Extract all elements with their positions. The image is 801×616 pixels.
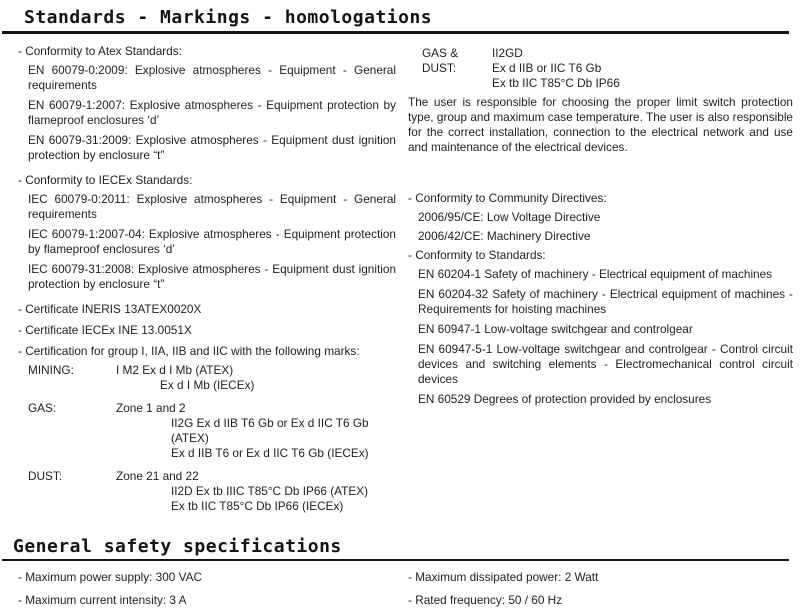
iecex-item: IEC 60079-0:2011: Explosive atmospheres - Equipment - General requirements: [28, 192, 396, 221]
standards-section: [0, 34, 801, 520]
mark-subline: Ex d IIB T6 or Ex d IIC T6 Gb (IECEx): [171, 446, 369, 460]
user-responsibility-note: The user is responsible for choosing the proper limit switch protection type, group and maximum case temperature. The user is also responsible for the correct installation, connection to the electrical network and use and maintenance of the electrical devices.: [408, 95, 793, 154]
spec-item: - Maximum dissipated power: 2 Watt: [408, 570, 599, 584]
mark-row-mining: [28, 363, 396, 393]
atex-item: EN 60079-31:2009: Explosive atmospheres - Equipment dust ignition protection by enclosure “t”: [28, 133, 396, 162]
mark-subline: II2D Ex tb IIIC T85°C Db IP66 (ATEX): [171, 484, 369, 498]
certificate-item: - Certificate IECEx INE 13.0051X: [18, 323, 192, 337]
safety-left-column: [18, 570, 408, 616]
left-column: [18, 44, 396, 520]
spec-item: - Rated frequency: 50 / 60 Hz: [408, 593, 563, 607]
community-directives-heading: - Conformity to Community Directives:: [408, 191, 607, 205]
mark-line: Ex d IIB or IIC T6 Gb: [492, 61, 602, 75]
mark-subline: Ex d I Mb (IECEx): [160, 378, 255, 392]
safety-section: [0, 561, 801, 616]
mark-content: [492, 46, 620, 91]
mark-label: GAS:: [28, 401, 57, 415]
mark-label: GAS & DUST:: [422, 46, 459, 75]
mark-line: II2GD: [492, 46, 523, 60]
iecex-item: IEC 60079-1:2007-04: Explosive atmospheres - Equipment protection by flameproof enclosures ‘d’: [28, 227, 396, 256]
safety-right-column: [408, 570, 798, 616]
standard-item: EN 60204-1 Safety of machinery - Electrical equipment of machines: [418, 267, 773, 281]
atex-item: EN 60079-0:2009: Explosive atmospheres - Equipment - General requirements: [28, 63, 396, 92]
safety-section-title: General safety specifications: [13, 536, 342, 557]
mark-subline: Ex tb IIC T85°C Db IP66 (IECEx): [171, 499, 344, 513]
standard-item: EN 60947-5-1 Low-voltage switchgear and controlgear - Control circuit devices and switching elements - Electromechanical control circuit devices: [418, 342, 793, 386]
standard-item: EN 60204-32 Safety of machinery - Electrical equipment of machines - Requirements for hoisting machines: [418, 287, 793, 316]
certification-heading: - Certification for group I, IIA, IIB and IIC with the following marks:: [18, 344, 360, 358]
mark-line: Zone 21 and 22: [116, 469, 199, 483]
mark-content: [116, 401, 396, 461]
directive-item: 2006/42/CE: Machinery Directive: [418, 229, 591, 243]
mark-label: MINING:: [28, 363, 74, 377]
iecex-item: IEC 60079-31:2008: Explosive atmospheres - Equipment dust ignition protection by enclosure “t”: [28, 262, 396, 291]
page-title: Standards - Markings - homologations: [24, 7, 433, 28]
mark-content: [116, 469, 368, 514]
mark-content: [116, 363, 254, 393]
mark-line: Ex tb IIC T85°C Db IP66: [492, 76, 620, 90]
mark-line: Zone 1 and 2: [116, 401, 186, 415]
standards-heading: - Conformity to Standards:: [408, 248, 546, 262]
standard-item: EN 60947-1 Low-voltage switchgear and controlgear: [418, 322, 693, 336]
standard-item: EN 60529 Degrees of protection provided by enclosures: [418, 392, 712, 406]
certificate-item: - Certificate INERIS 13ATEX0020X: [18, 302, 202, 316]
spec-item: - Maximum power supply: 300 VAC: [18, 570, 203, 584]
mark-row-dust: [28, 469, 396, 514]
atex-item: EN 60079-1:2007: Explosive atmospheres - Equipment protection by flameproof enclosures ‘d’: [28, 98, 396, 127]
right-column: [408, 44, 793, 520]
directive-item: 2006/95/CE: Low Voltage Directive: [418, 210, 601, 224]
mark-row-gas-dust: [422, 46, 793, 91]
mark-line: I M2 Ex d I Mb (ATEX): [116, 363, 234, 377]
spec-item: - Maximum current intensity: 3 A: [18, 593, 187, 607]
document-page: [0, 7, 801, 607]
iecex-heading: - Conformity to IECEx Standards:: [18, 173, 193, 187]
mark-subline: II2G Ex d IIB T6 Gb or Ex d IIC T6 Gb (ATEX): [171, 416, 369, 445]
mark-label: DUST:: [28, 469, 63, 483]
mark-row-gas: [28, 401, 396, 461]
atex-heading: - Conformity to Atex Standards:: [18, 44, 182, 58]
